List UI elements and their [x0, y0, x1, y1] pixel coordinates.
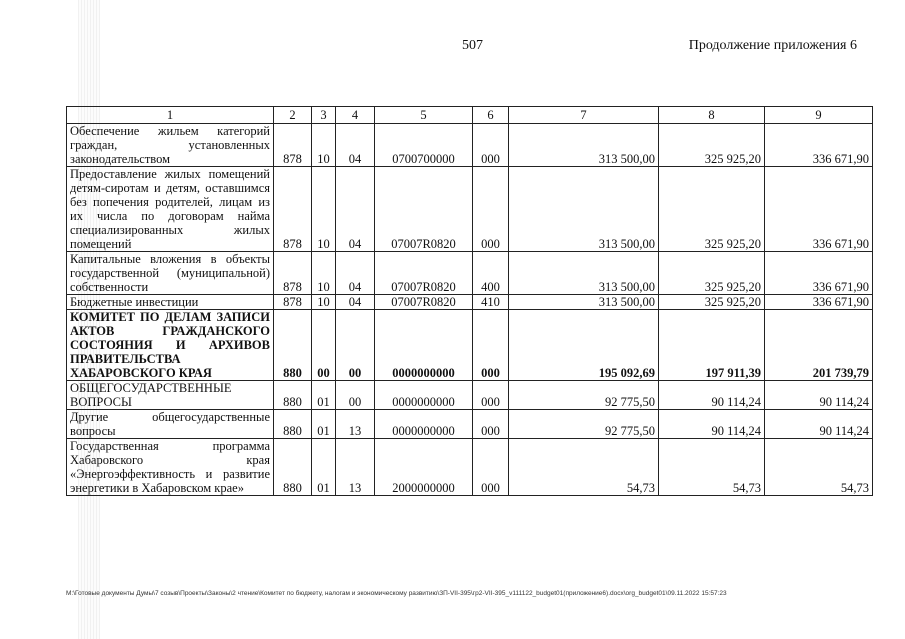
row-value-cell: 880 [274, 439, 312, 496]
row-value-cell: 000 [473, 124, 509, 167]
row-name-cell: Государственная программа Хабаровского края «Энергоэффективность и развитие энергетики в Хабаровском крае» [67, 439, 274, 496]
row-value-cell: 878 [274, 167, 312, 252]
row-value-cell: 325 925,20 [659, 252, 765, 295]
row-value-cell: 325 925,20 [659, 167, 765, 252]
row-value-cell: 10 [312, 295, 336, 310]
row-value-cell: 410 [473, 295, 509, 310]
row-value-cell: 54,73 [659, 439, 765, 496]
row-value-cell: 04 [336, 124, 375, 167]
table-row [67, 167, 873, 252]
table-row [67, 310, 873, 381]
row-value-cell: 400 [473, 252, 509, 295]
row-name-cell: КОМИТЕТ ПО ДЕЛАМ ЗАПИСИ АКТОВ ГРАЖДАНСКОГО СОСТОЯНИЯ И АРХИВОВ ПРАВИТЕЛЬСТВА ХАБАРОВСКОГО КРАЯ [67, 310, 274, 381]
table-header-row [67, 107, 873, 124]
row-value-cell: 10 [312, 252, 336, 295]
column-header: 4 [336, 107, 375, 124]
row-value-cell: 878 [274, 124, 312, 167]
column-header: 6 [473, 107, 509, 124]
row-value-cell: 0000000000 [375, 381, 473, 410]
row-value-cell: 336 671,90 [765, 167, 873, 252]
table-row [67, 252, 873, 295]
row-value-cell: 000 [473, 310, 509, 381]
row-value-cell: 00 [336, 310, 375, 381]
row-value-cell: 197 911,39 [659, 310, 765, 381]
table-row [67, 124, 873, 167]
row-value-cell: 000 [473, 410, 509, 439]
row-value-cell: 878 [274, 252, 312, 295]
row-value-cell: 880 [274, 310, 312, 381]
row-value-cell: 92 775,50 [509, 381, 659, 410]
row-value-cell: 880 [274, 410, 312, 439]
column-header: 8 [659, 107, 765, 124]
row-value-cell: 90 114,24 [659, 381, 765, 410]
column-header: 5 [375, 107, 473, 124]
column-header: 2 [274, 107, 312, 124]
row-value-cell: 000 [473, 381, 509, 410]
row-value-cell: 54,73 [765, 439, 873, 496]
row-value-cell: 54,73 [509, 439, 659, 496]
row-value-cell: 0000000000 [375, 310, 473, 381]
row-value-cell: 195 092,69 [509, 310, 659, 381]
row-value-cell: 10 [312, 167, 336, 252]
row-value-cell: 10 [312, 124, 336, 167]
row-name-cell: Обеспечение жильем категорий граждан, установленных законодательством [67, 124, 274, 167]
row-value-cell: 0000000000 [375, 410, 473, 439]
table-row [67, 295, 873, 310]
row-value-cell: 313 500,00 [509, 295, 659, 310]
row-value-cell: 13 [336, 410, 375, 439]
row-name-cell: Капитальные вложения в объекты государственной (муниципальной) собственности [67, 252, 274, 295]
row-value-cell: 880 [274, 381, 312, 410]
column-header: 1 [67, 107, 274, 124]
table-row [67, 410, 873, 439]
row-value-cell: 01 [312, 381, 336, 410]
table-row [67, 381, 873, 410]
column-header: 7 [509, 107, 659, 124]
row-name-cell: Другие общегосударственные вопросы [67, 410, 274, 439]
row-value-cell: 0700700000 [375, 124, 473, 167]
row-value-cell: 000 [473, 439, 509, 496]
row-name-cell: ОБЩЕГОСУДАРСТВЕННЫЕ ВОПРОСЫ [67, 381, 274, 410]
row-value-cell: 000 [473, 167, 509, 252]
row-value-cell: 90 114,24 [659, 410, 765, 439]
row-value-cell: 90 114,24 [765, 381, 873, 410]
row-value-cell: 07007R0820 [375, 167, 473, 252]
row-value-cell: 01 [312, 439, 336, 496]
row-value-cell: 878 [274, 295, 312, 310]
row-value-cell: 00 [312, 310, 336, 381]
row-value-cell: 313 500,00 [509, 252, 659, 295]
row-value-cell: 01 [312, 410, 336, 439]
column-header: 9 [765, 107, 873, 124]
column-header: 3 [312, 107, 336, 124]
row-value-cell: 90 114,24 [765, 410, 873, 439]
row-value-cell: 336 671,90 [765, 252, 873, 295]
row-value-cell: 325 925,20 [659, 124, 765, 167]
row-value-cell: 07007R0820 [375, 295, 473, 310]
row-value-cell: 313 500,00 [509, 124, 659, 167]
row-value-cell: 2000000000 [375, 439, 473, 496]
row-value-cell: 313 500,00 [509, 167, 659, 252]
row-name-cell: Предоставление жилых помещений детям-сиротам и детям, оставшимся без попечения родителей, лицам из их числа по договорам найма специализированных жилых помещений [67, 167, 274, 252]
page-continuation-label: Продолжение приложения 6 [688, 38, 857, 53]
row-value-cell: 13 [336, 439, 375, 496]
row-value-cell: 336 671,90 [765, 124, 873, 167]
row-value-cell: 325 925,20 [659, 295, 765, 310]
row-value-cell: 201 739,79 [765, 310, 873, 381]
row-value-cell: 92 775,50 [509, 410, 659, 439]
row-value-cell: 336 671,90 [765, 295, 873, 310]
row-value-cell: 04 [336, 295, 375, 310]
budget-table [66, 106, 873, 496]
table-row [67, 439, 873, 496]
row-value-cell: 07007R0820 [375, 252, 473, 295]
row-value-cell: 04 [336, 252, 375, 295]
row-value-cell: 04 [336, 167, 375, 252]
document-file-path: М:\Готовые документы Думы\7 созыв\Проекты\Законы\2 чтение\Комитет по бюджету, налогам и экономическому развитию\ЗП-VII-395\гр2-VII-395_v111122_budget01(приложение6).docx\org_budget01\09.11.2022 15:57:23 [66, 590, 727, 597]
row-name-cell: Бюджетные инвестиции [67, 295, 274, 310]
row-value-cell: 00 [336, 381, 375, 410]
page-number: 507 [462, 38, 483, 53]
